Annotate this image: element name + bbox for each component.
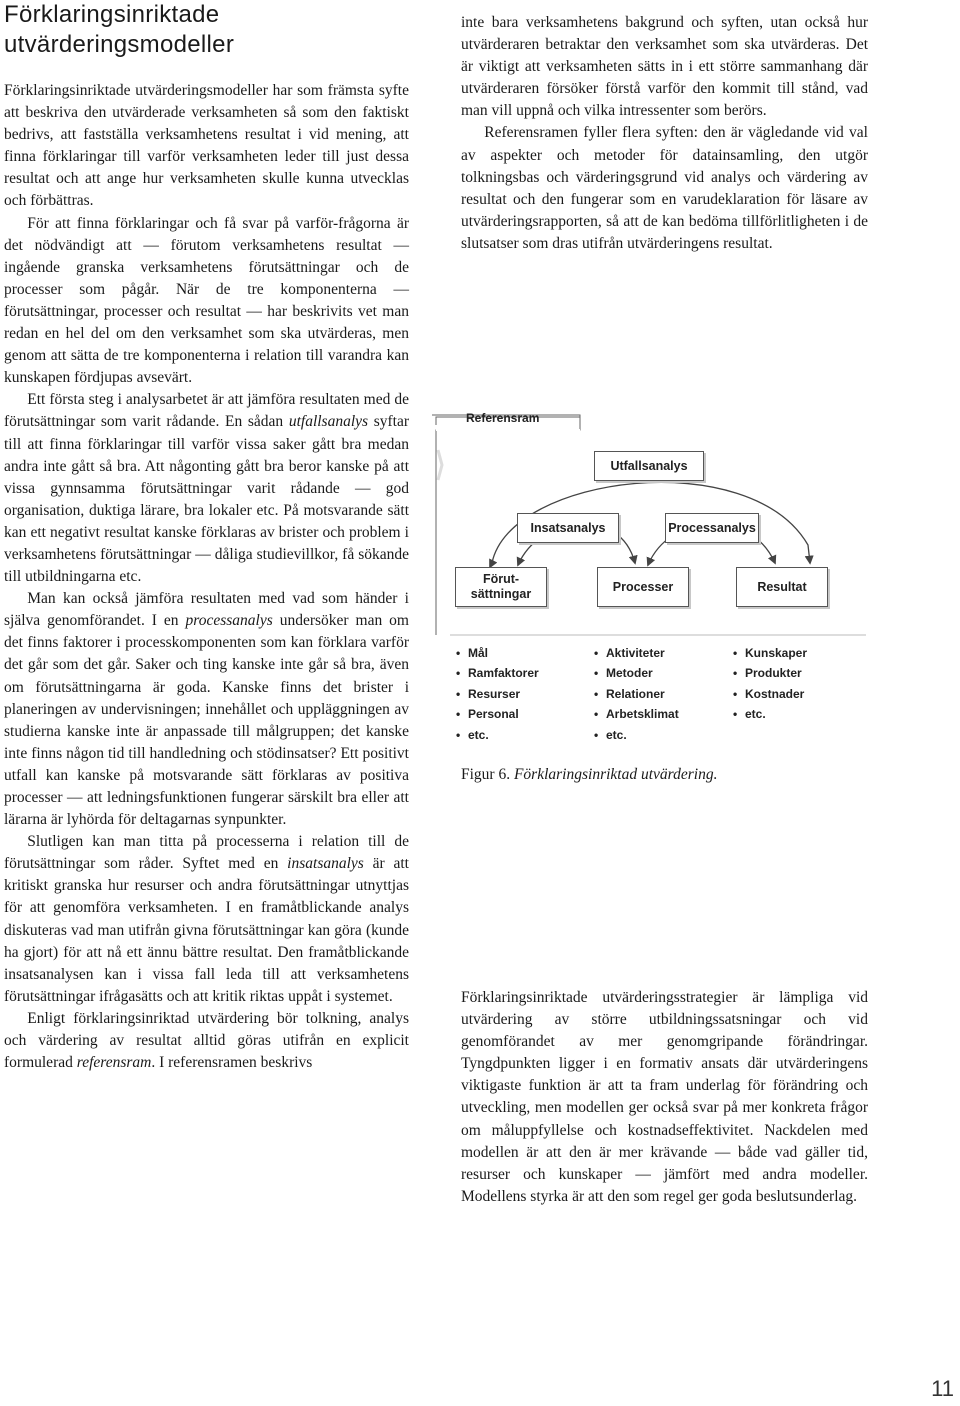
box-processanalys: Processanalys [665, 513, 759, 543]
list-item: • etc. [456, 725, 539, 745]
list-item: • etc. [733, 704, 807, 724]
box-forutsattningar [455, 567, 547, 607]
paragraph-referensram-purposes: Referensramen fyller flera syften: den är vägledande vid val av aspekter och metoder för datainsamling, den utgör tolkningsbas och värderingsgrund vid analys och värdering av resultat och den fungerar som en varudeklaration för läsare av utvärderingsrapporten, så att de kan bedöma tillförlitligheten i de slutsatser som dras utifrån utvärderingens resultat. [461, 124, 868, 252]
paragraph-why-questions: För att finna förklaringar och få svar på varför-frågorna är det nödvändigt att — förutom verksamhetens resultat — ingående granska verksamhetens förutsättningar och de processer som pågår. När de tre komponenterna — förutsättningar, processer och resultat — har beskrivits vet man redan en hel del om den verksamhet som ska utvärderas, men genom att sätta de tre komponenterna i relation till varandra kan kunskapen fördjupas avsevärt. [4, 214, 409, 387]
term-processanalys: processanalys [185, 612, 273, 630]
list-item: • Kostnader [733, 684, 807, 704]
term-utfallsanalys: utfallsanalys [288, 413, 369, 431]
box-utfallsanalys: Utfallsanalys [594, 451, 704, 481]
list-item: • Aktiviteter [594, 643, 679, 663]
list-item: • Relationer [594, 684, 679, 704]
section-heading [4, 0, 434, 60]
term-insatsanalys: insatsanalys [287, 855, 364, 873]
box-insatsanalys: Insatsanalys [517, 513, 619, 543]
list-item: • Kunskaper [733, 643, 807, 663]
paragraph-referensram: Enligt förklaringsinriktad utvärdering bör tolkning, analys och värdering av resultat alltid göras utifrån en explicit formulerad referensram. I referensramen beskrivs [4, 1009, 409, 1072]
forut-line-1: Förut- [482, 572, 520, 586]
term-referensram: referensram [76, 1054, 152, 1072]
box-processer: Processer [597, 567, 689, 607]
caption-title: Förklaringsinriktad utvärdering. [513, 766, 718, 783]
paragraph-intro: Förklaringsinriktade utvärderingsmodeller har som främsta syfte att beskriva den utvärderade verksamheten så som den faktiskt bedrivs, att fastställa verksamhetens resultat i vid mening, att finna förklaringar till varför verksamheten leder till just dessa resultat och att ange hur verksamheten skulle kunna utvecklas och förbättras. [4, 82, 409, 210]
paragraph-context: inte bara verksamhetens bakgrund och syften, utan också hur utvärderaren betraktar den verksamhet som ska utvärderas. Det är viktigt att verksamheten sätts in i ett större sammanhang där utvärderaren försöker förstå varför den kommit till stånd, vad man vill uppnå och vilka intressenter som berörs. [461, 14, 868, 120]
box-resultat: Resultat [736, 567, 828, 607]
forut-line-2: sättningar [470, 587, 532, 601]
heading-line-2: utvärderingsmodeller [4, 31, 235, 58]
page-number: 11 [931, 1376, 954, 1401]
right-column-bottom [461, 987, 868, 1208]
list-processer [594, 643, 679, 745]
figure-caption [461, 764, 717, 786]
paragraph-suitability: Förklaringsinriktade utvärderingsstrategier är lämpliga vid utvärdering av större utbildningssatsningar och vid genomförandet av mer genomgripande förändringar. Tyngdpunkten ligger i en formativ ansats där utvärderingens viktigaste funktion är att ta fram underlag för förändring och utveckling, men modellen ger också svar på mer konkreta frågor om måluppfyllelse och kostnadseffektivitet. Nackdelen med modellen är att den är mer krävande — både vad gäller tid, resurser och kunskaper — jämfört med andra modeller. Modellens styrka är att den som regel ger goda beslutsunderlag. [461, 989, 868, 1205]
list-item: • Metoder [594, 663, 679, 683]
list-item: • Resurser [456, 684, 539, 704]
right-column-top [461, 12, 868, 255]
list-item: • Mål [456, 643, 539, 663]
list-item: • Produkter [733, 663, 807, 683]
list-forutsattningar [456, 643, 539, 745]
list-item: • Arbetsklimat [594, 704, 679, 724]
label-referensram: Referensram [466, 411, 540, 425]
list-item: • Ramfaktorer [456, 663, 539, 683]
figure-diagram [430, 395, 870, 755]
list-item: • Personal [456, 704, 539, 724]
heading-line-1: Förklaringsinriktade [4, 1, 220, 28]
list-resultat [733, 643, 807, 725]
list-item: • etc. [594, 725, 679, 745]
caption-prefix: Figur 6. [461, 766, 514, 783]
paragraph-utfallsanalys: Ett första steg i analysarbetet är att jämföra resultaten med de förutsättningar som varit rådande. En sådan utfallsanalys syftar till att finna förklaringar till varför vissa saker gått bra medan andra inte gått så bra. Att någonting gått bra beror kanske på att vissa gynnsamma förutsättningar varit rådande — god organisation, duktiga lärare, bra lokaler etc. På motsvarande sätt kan ett negativt resultat kanske förklaras av brister och problem i verksamhetens förutsättningar — dåliga studievillkor, få sökande till utbildningarna etc. [4, 391, 410, 586]
left-column [4, 80, 409, 1074]
paragraph-processanalys: Man kan också jämföra resultaten med vad som händer i själva genomförandet. I en processanalys undersöker man om det finns faktorer i processkomponenten som kan förklara varför det går som det går. Saker och ting kanske inte går så bra, även om förutsättningarna är goda. Kanske finns det brister i planeringen av undervisningen; innehållet och uppläggningen av studierna kanske inte är anpassade till målgruppen; det kanske inte finns någon tid till handledning och stödinsatser? Ett positivt utfall kan kanske på motsvarande sätt förklaras av positiva processer — att ledningsfunktionen fungerar särskilt bra eller att lärarna är lyhörda för deltagarnas synpunkter. [4, 590, 409, 829]
paragraph-insatsanalys: Slutligen kan man titta på processerna i relation till de förutsättningar som råder. Syftet med en insatsanalys är att kritiskt granska hur resurser och andra förutsättningar utnyttjas för att genomföra verksamheten. I en framåtblickande analys diskuteras vad man utifrån givna förutsättningar kan göra (kunde ha gjort) för att nå ett ännu bättre resultat. Den framåtblickande insatsanalysen kan i vissa fall leda till att verksamhetens förutsättningar ifrågasätts och att kritik riktas uppåt i systemet. [4, 833, 409, 1005]
